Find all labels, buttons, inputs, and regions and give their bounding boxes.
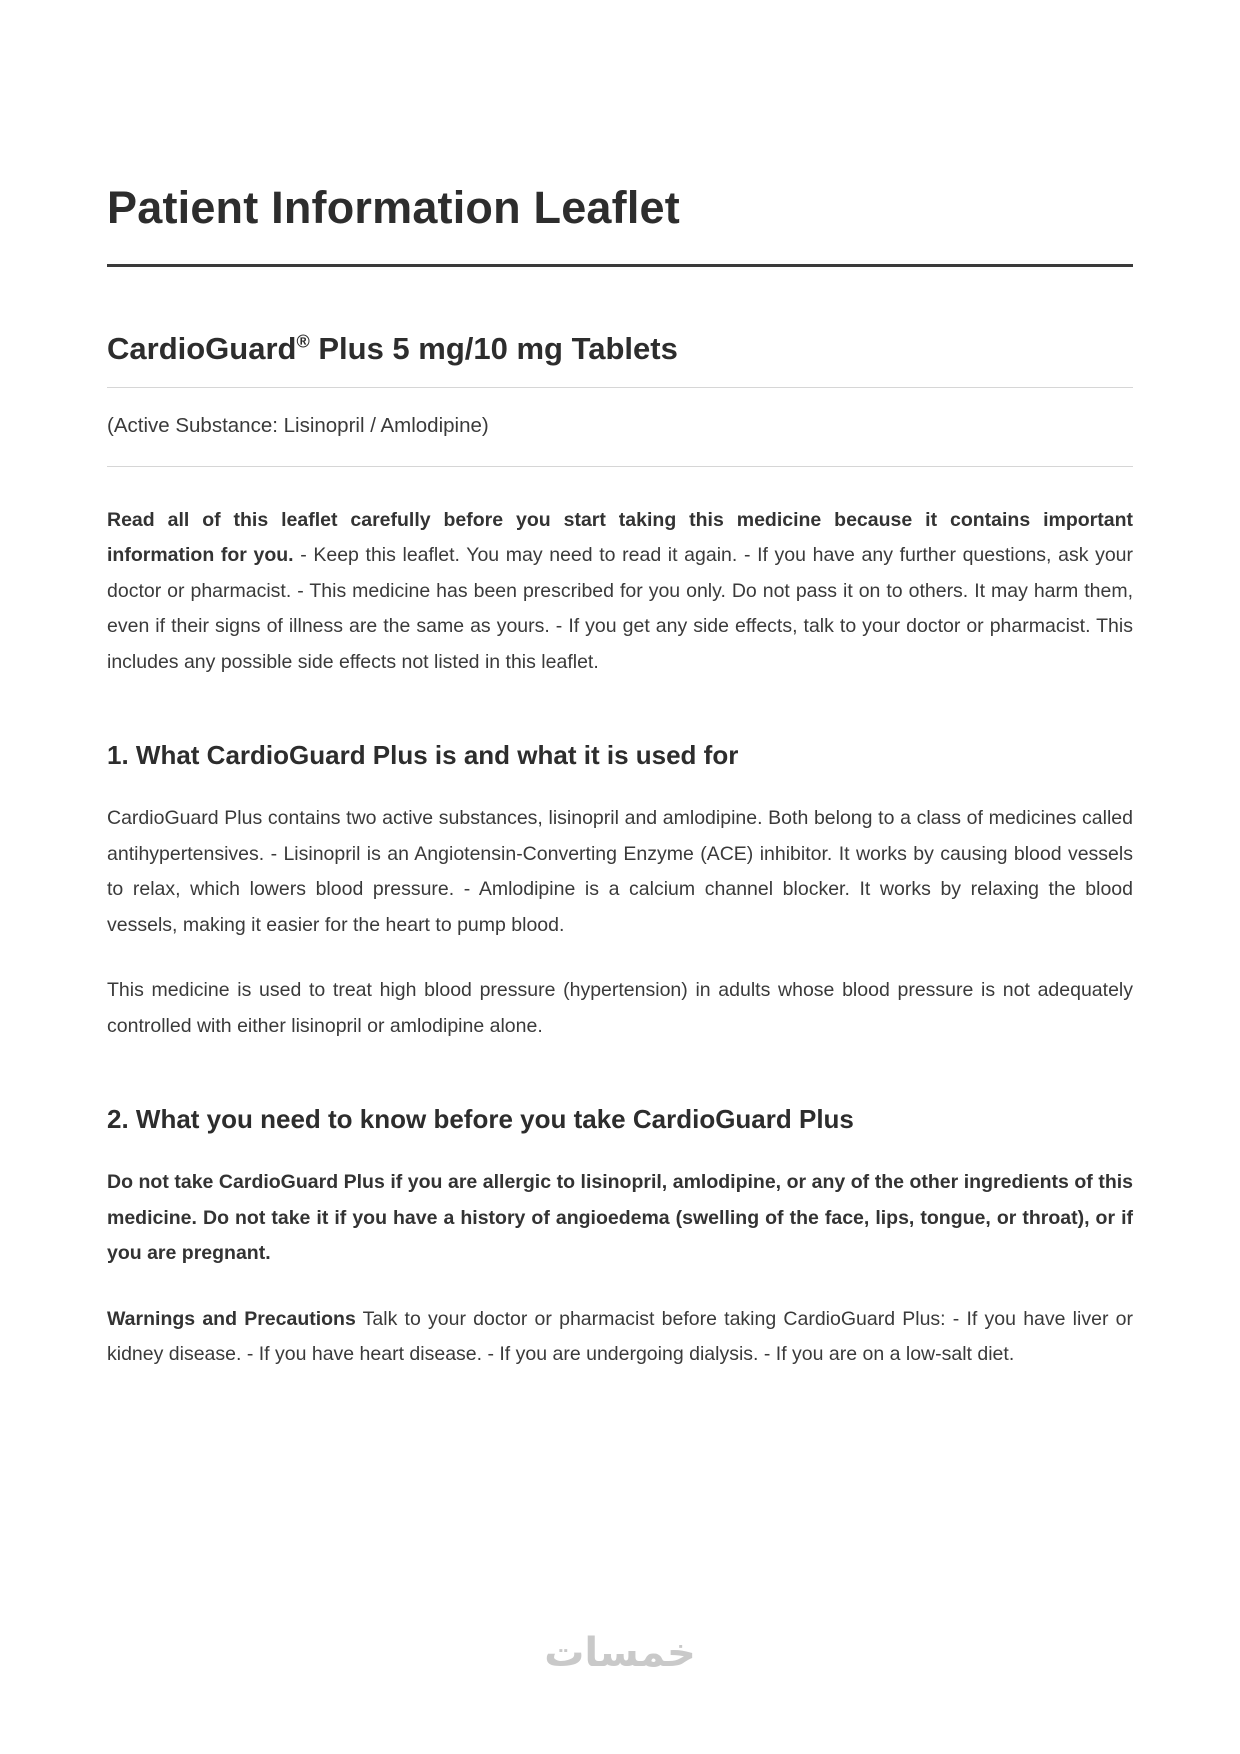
intro-paragraph-rest: - Keep this leaflet. You may need to read it again. - If you have any further questions, ask your doctor or pharmacist. - This medicine has been prescribed for you only. Do not pass it on to others. It may harm them, even if their signs of illness are the same as yours. - If you get any side effects, talk to your doctor or pharmacist. This includes any possible side effects not listed in this leaflet. (107, 544, 1134, 673)
watermark-text: خمسات (544, 1630, 696, 1676)
page-title: Patient Information Leaflet (107, 182, 1133, 267)
section-2-warnings-paragraph (107, 1302, 1133, 1373)
section-2-contraindication-paragraph: Do not take CardioGuard Plus if you are allergic to lisinopril, amlodipine, or any of the other ingredients of this medicine. Do not take it if you have a history of angioedema (swelling of the face, lips, tongue, or throat), or if you are pregnant. (107, 1171, 1133, 1265)
registered-trademark-symbol: ® (296, 331, 310, 352)
product-strength: Plus 5 mg/10 mg Tablets (309, 331, 678, 366)
product-name: CardioGuard (107, 331, 297, 366)
intro-paragraph (107, 503, 1133, 680)
product-heading (107, 331, 1133, 388)
warnings-rest: Talk to your doctor or pharmacist before taking CardioGuard Plus: - If you have liver or kidney disease. - If you have heart disease. - If you are undergoing dialysis. - If you are on a low-salt diet. (107, 1307, 1133, 1366)
section-2-heading: 2. What you need to know before you take CardioGuard Plus (107, 1104, 854, 1135)
section-1-paragraph-1: CardioGuard Plus contains two active substances, lisinopril and amlodipine. Both belong to a class of medicines called antihypertensives. - Lisinopril is an Angiotensin-Converting Enzyme (ACE) inhibitor. It works by causing blood vessels to relax, which lowers blood pressure. - Amlodipine is a calcium channel blocker. It works by relaxing the blood vessels, making it easier for the heart to pump blood. (107, 807, 1133, 936)
warnings-lead: Warnings and Precautions (107, 1307, 356, 1330)
intro-paragraph-bold-lead: Read all of this leaflet carefully before you start taking this medicine because it contains important information for you. (107, 509, 1133, 567)
section-1-heading: 1. What CardioGuard Plus is and what it is used for (107, 740, 739, 771)
section-1-paragraph-2: This medicine is used to treat high blood pressure (hypertension) in adults whose blood pressure is not adequately controlled with either lisinopril or amlodipine alone. (107, 979, 1133, 1037)
active-substance-line: (Active Substance: Lisinopril / Amlodipine) (107, 414, 1133, 467)
